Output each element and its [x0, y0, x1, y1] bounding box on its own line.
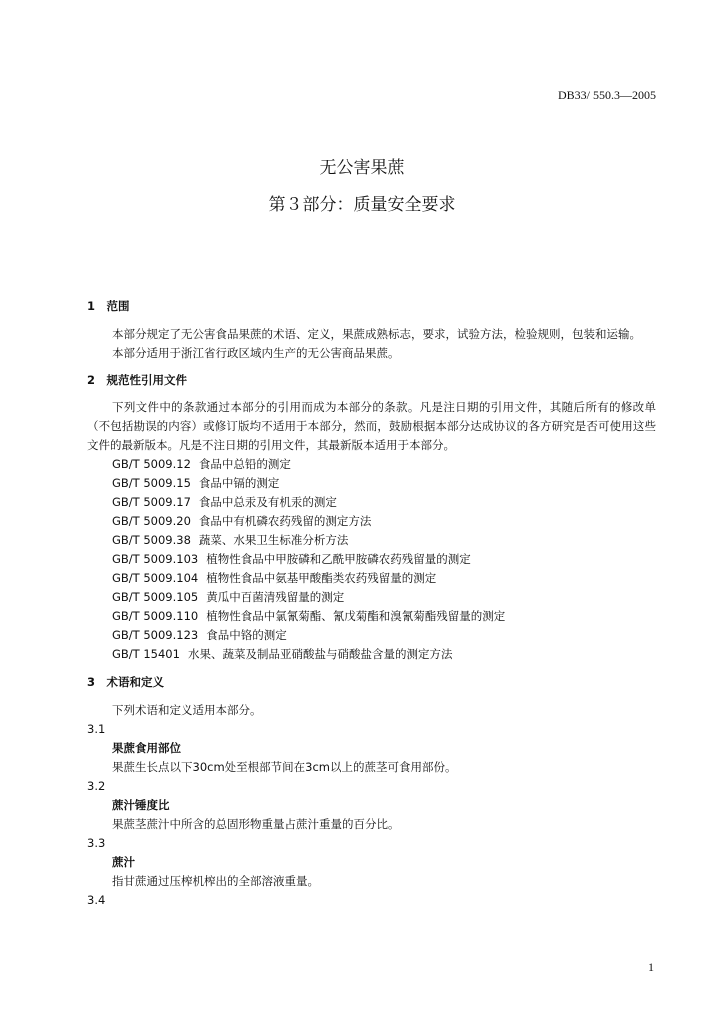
reference-title: 食品中铬的测定 — [206, 628, 287, 642]
reference-title: 食品中镉的测定 — [198, 476, 280, 490]
reference-code: GB/T 5009.103 — [112, 552, 199, 566]
term-number: 3.1 — [87, 722, 106, 736]
document-body — [87, 297, 656, 910]
term-definition: 果蔗茎蔗汁中所含的总固形物重量占蔗汁重量的百分比。 — [112, 817, 400, 831]
page-number: 1 — [648, 960, 654, 974]
reference-title: 植物性食品中甲胺磷和乙酰甲胺磷农药残留量的测定 — [206, 552, 471, 566]
reference-code: GB/T 5009.123 — [112, 628, 199, 642]
reference-title: 水果、蔬菜及制品亚硝酸盐与硝酸盐含量的测定方法 — [187, 647, 453, 661]
terms-intro: 下列术语和定义适用本部分。 — [112, 703, 262, 717]
reference-title: 黄瓜中百菌清残留量的测定 — [206, 590, 345, 604]
term-number: 3.4 — [87, 893, 106, 907]
reference-title: 食品中总铅的测定 — [198, 457, 291, 471]
term-definition: 果蔗生长点以下30cm处至根部节间在3cm以上的蔗茎可食用部份。 — [112, 760, 457, 774]
scope-paragraph-2: 本部分适用于浙江省行政区域内生产的无公害商品果蔗。 — [112, 346, 400, 360]
reference-code: GB/T 5009.110 — [112, 609, 199, 623]
reference-title: 蔬菜、水果卫生标准分析方法 — [198, 533, 349, 547]
term-name: 蔗汁 — [112, 855, 135, 869]
reference-item — [87, 626, 656, 645]
reference-title: 食品中有机磷农药残留的测定方法 — [198, 514, 372, 528]
reference-code: GB/T 5009.105 — [112, 590, 199, 604]
reference-item — [87, 512, 656, 531]
reference-item — [87, 588, 656, 607]
term-number: 3.3 — [87, 836, 106, 850]
term-entry — [87, 720, 656, 777]
section-heading-terms: 3 术语和定义 — [87, 675, 165, 689]
reference-title: 植物性食品中氯氰菊酯、氰戊菊酯和溴氰菊酯残留量的测定 — [206, 609, 506, 623]
reference-item — [87, 550, 656, 569]
term-entry — [87, 777, 656, 834]
reference-item — [87, 569, 656, 588]
reference-list — [87, 455, 656, 664]
reference-item — [87, 531, 656, 550]
references-paragraph: 下列文件中的条款通过本部分的引用而成为本部分的条款。凡是注日期的引用文件，其随后所有的修改单（不包括勘误的内容）或修订版均不适用于本部分，然而，鼓励根据本部分达成协议的各方研究是否可使用这些文件的最新版本。凡是不注日期的引用文件，其最新版本适用于本部分。 — [87, 400, 656, 452]
reference-item — [87, 645, 656, 664]
reference-code: GB/T 5009.20 — [112, 514, 191, 528]
reference-code: GB/T 15401 — [112, 647, 180, 661]
reference-item — [87, 607, 656, 626]
term-number: 3.2 — [87, 779, 106, 793]
term-entry — [87, 834, 656, 891]
document-code: DB33/ 550.3—2005 — [557, 88, 656, 102]
term-name: 果蔗食用部位 — [112, 741, 181, 755]
scope-paragraph-1: 本部分规定了无公害食品果蔗的术语、定义，果蔗成熟标志，要求，试验方法，检验规则，包装和运输。 — [112, 327, 641, 341]
reference-item — [87, 474, 656, 493]
reference-code: GB/T 5009.38 — [112, 533, 191, 547]
section-heading-references: 2 规范性引用文件 — [87, 373, 188, 387]
reference-item — [87, 455, 656, 474]
reference-item — [87, 493, 656, 512]
reference-code: GB/T 5009.17 — [112, 495, 191, 509]
reference-title: 食品中总汞及有机汞的测定 — [198, 495, 337, 509]
term-definition: 指甘蔗通过压榨机榨出的全部溶液重量。 — [112, 874, 319, 888]
reference-title: 植物性食品中氨基甲酸酯类农药残留量的测定 — [206, 571, 437, 585]
reference-code: GB/T 5009.104 — [112, 571, 199, 585]
reference-code: GB/T 5009.12 — [112, 457, 191, 471]
document-subtitle: 第３部分：质量安全要求 — [268, 195, 456, 215]
term-name: 蔗汁锤度比 — [112, 798, 170, 812]
reference-code: GB/T 5009.15 — [112, 476, 191, 490]
section-heading-scope: 1 范围 — [87, 299, 130, 313]
document-title: 无公害果蔗 — [319, 158, 405, 178]
